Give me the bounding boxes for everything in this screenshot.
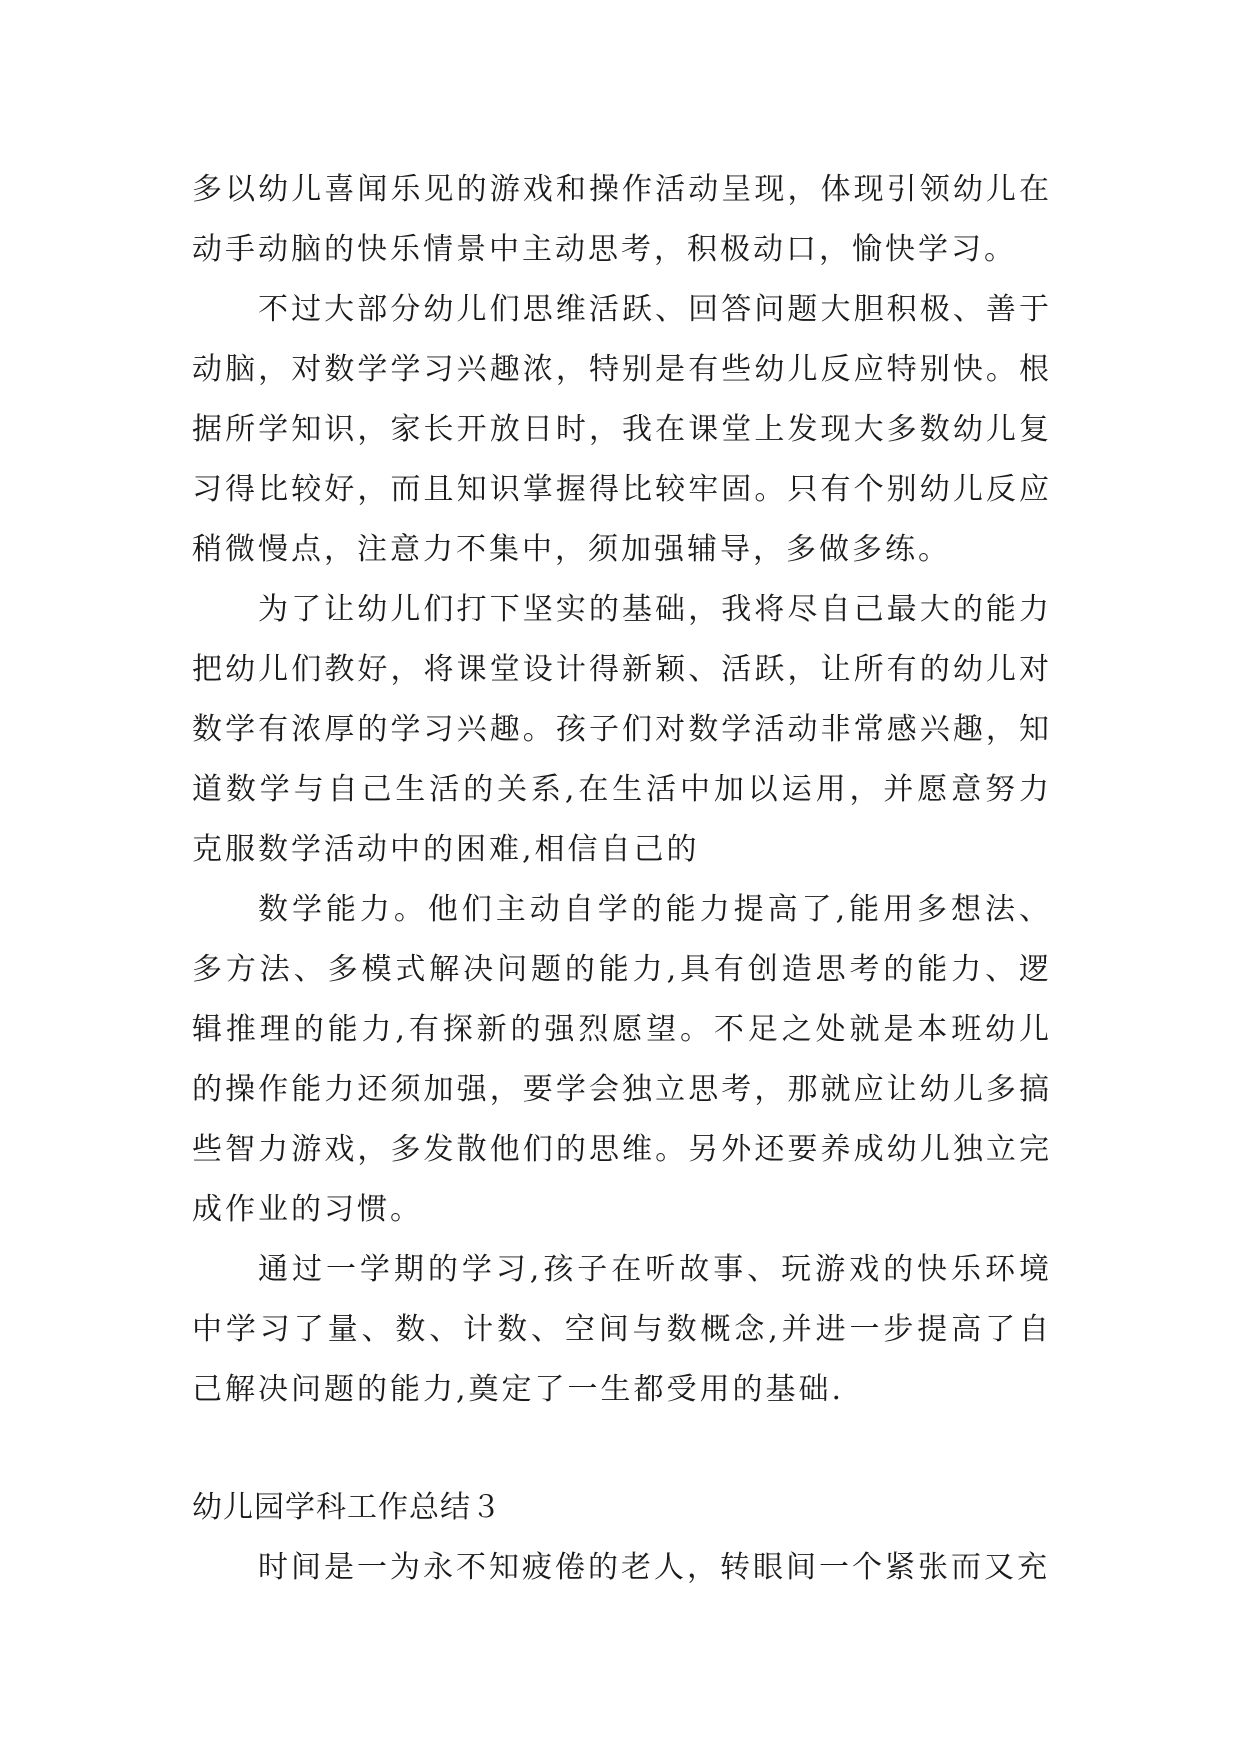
paragraph-4: 数学能力。他们主动自学的能力提高了,能用多想法、多方法、多模式解决问题的能力,具有创造思考的能力、逻辑推理的能力,有探新的强烈愿望。不足之处就是本班幼儿的操作能力还须加强，要学会独立思考，那就应让幼儿多搞些智力游戏，多发散他们的思维。另外还要养成幼儿独立完成作业的习惯。: [192, 892, 1052, 1227]
section-spacer: [192, 1420, 1052, 1478]
document-page: [192, 160, 1052, 1598]
paragraph-5: 通过一学期的学习,孩子在听故事、玩游戏的快乐环境中学习了量、数、计数、空间与数概念,并进一步提高了自己解决问题的能力,奠定了一生都受用的基础.: [192, 1252, 1052, 1407]
section-heading: 幼儿园学科工作总结３: [192, 1490, 502, 1525]
paragraph-3: 为了让幼儿们打下坚实的基础，我将尽自己最大的能力把幼儿们教好，将课堂设计得新颖、活跃，让所有的幼儿对数学有浓厚的学习兴趣。孩子们对数学活动非常感兴趣，知道数学与自己生活的关系,在生活中加以运用，并愿意努力克服数学活动中的困难,相信自己的: [192, 592, 1052, 867]
paragraph-6: 时间是一为永不知疲倦的老人，转眼间一个紧张而又充: [258, 1550, 1050, 1585]
paragraph-2: 不过大部分幼儿们思维活跃、回答问题大胆积极、善于动脑，对数学学习兴趣浓，特别是有些幼儿反应特别快。根据所学知识，家长开放日时，我在课堂上发现大多数幼儿复习得比较好，而且知识掌握得比较牢固。只有个别幼儿反应稍微慢点，注意力不集中，须加强辅导，多做多练。: [192, 292, 1052, 567]
paragraph-1: 多以幼儿喜闻乐见的游戏和操作活动呈现，体现引领幼儿在动手动脑的快乐情景中主动思考，积极动口，愉快学习。: [192, 172, 1052, 267]
